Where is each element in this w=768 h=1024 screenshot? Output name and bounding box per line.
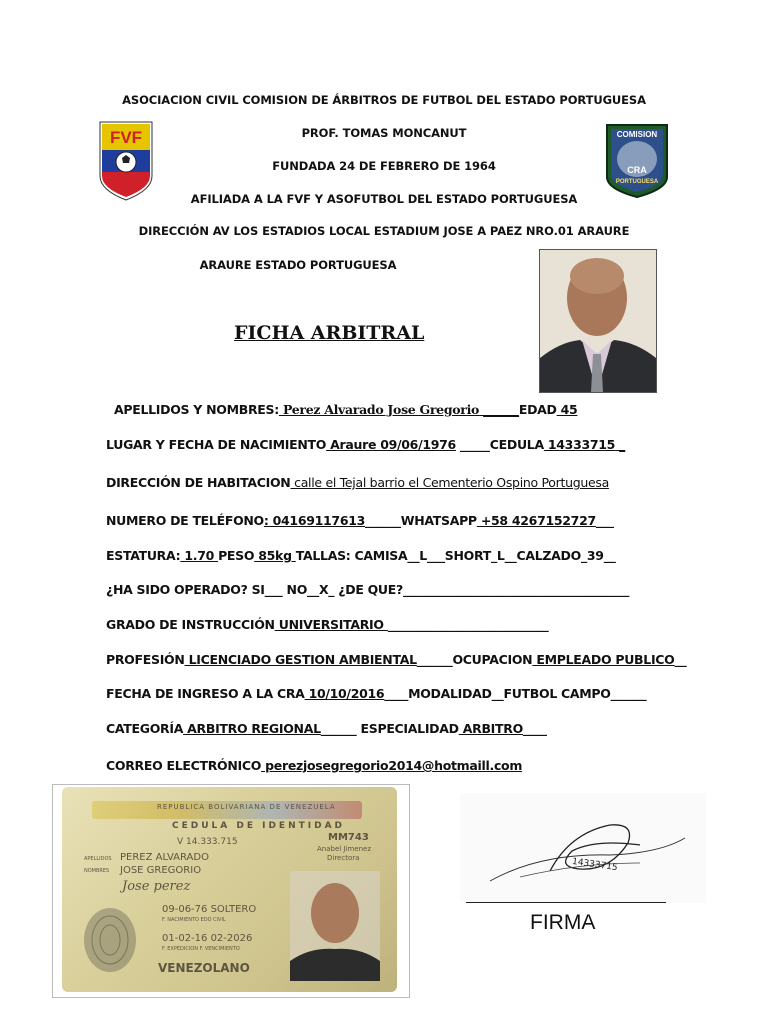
profesion-value: LICENCIADO GESTION AMBIENTAL: [184, 652, 417, 667]
comision-arbitros-logo: [605, 123, 669, 199]
nombres-value: Perez Alvarado Jose Gregorio: [278, 402, 480, 417]
cedula-card: [62, 787, 397, 992]
telefono-pad: ______: [365, 513, 401, 528]
cedula-value: 14333715: [543, 437, 616, 452]
nombres-label: APELLIDOS Y NOMBRES:: [114, 402, 279, 417]
estatura-value: 1.70: [180, 548, 219, 563]
operado-question: ¿HA SIDO OPERADO? SI: [106, 582, 265, 597]
ingreso-pad: ____: [384, 686, 409, 701]
short-label: SHORT: [444, 548, 491, 563]
portuguesa-logo-text: PORTUGUESA: [615, 179, 659, 185]
card-header: REPUBLICA BOLIVARIANA DE VENEZUELA: [157, 803, 336, 811]
card-apellidos-label: APELLIDOS: [84, 856, 112, 862]
ingreso-row: [106, 686, 646, 701]
correo-value: perezjosegregorio2014@hotmaill.com: [261, 758, 523, 773]
grado-label: GRADO DE INSTRUCCIÓN: [106, 617, 275, 632]
nombres-row: [114, 402, 577, 417]
lugar-value: Araure 09/06/1976: [326, 437, 456, 452]
modalidad-label: MODALIDAD: [408, 686, 492, 701]
signature-image: [460, 793, 706, 903]
direccion-label: DIRECCIÓN DE HABITACION: [106, 475, 291, 490]
peso-value: 85kg: [254, 548, 296, 563]
whatsapp-pad: ___: [595, 513, 614, 528]
card-signature: Jose perez: [122, 879, 191, 894]
direccion-row: [106, 475, 609, 490]
lugar-pad: _____: [455, 437, 490, 452]
card-dates: 01-02-16 02-2026: [162, 933, 253, 944]
cedula-card-photo: [52, 784, 410, 998]
calzado-value: _39__: [580, 548, 616, 563]
operado-que: ¿DE QUE?: [334, 582, 403, 597]
ocupacion-pad: __: [674, 652, 687, 667]
correo-row: [106, 758, 522, 773]
operado-si: ___: [264, 582, 283, 597]
ocupacion-label: OCUPACION: [452, 652, 533, 667]
grado-row: [106, 617, 548, 632]
telefono-label: NUMERO DE TELÉFONO: [106, 513, 264, 528]
card-portrait: [290, 871, 380, 981]
whatsapp-label: WHATSAPP: [400, 513, 477, 528]
operado-row: [106, 582, 629, 597]
edad-label: EDAD: [518, 402, 557, 417]
cedula-pad: _: [615, 437, 626, 452]
short-value: _L__: [490, 548, 517, 563]
ocupacion-value: EMPLEADO PUBLICO: [532, 652, 675, 667]
card-number: V 14.333.715: [177, 837, 238, 847]
referee-photo: [539, 249, 657, 393]
card-band-text: CEDULA DE IDENTIDAD: [172, 821, 346, 831]
card-birth-caption: F. NACIMIENTO EDO CIVIL: [162, 917, 226, 923]
header-line-5: DIRECCIÓN AV LOS ESTADIOS LOCAL ESTADIUM JOSE A PAEZ NRO.01 ARAURE: [138, 224, 630, 238]
card-apellidos: PEREZ ALVARADO: [120, 852, 209, 863]
cedula-label: CEDULA: [489, 437, 544, 452]
ingreso-value: 10/10/2016: [304, 686, 385, 701]
categoria-row: [106, 721, 547, 736]
operado-no-label: NO: [282, 582, 308, 597]
ingreso-label: FECHA DE INGRESO A LA CRA: [106, 686, 305, 701]
lugar-label: LUGAR Y FECHA DE NACIMIENTO: [106, 437, 327, 452]
especialidad-label: ESPECIALIDAD: [356, 721, 459, 736]
cra-logo-text: CRA: [627, 165, 647, 175]
signature-digits: 14333715: [571, 856, 619, 874]
card-nombres-label: NOMBRES: [84, 868, 110, 874]
grado-value: UNIVERSITARIO: [274, 617, 388, 632]
fingerprint-icon: [80, 905, 140, 975]
especialidad-pad: ____: [522, 721, 547, 736]
fvf-logo-text: FVF: [109, 128, 143, 147]
signature-line: [466, 902, 666, 903]
categoria-label: CATEGORÍA: [106, 721, 184, 736]
nombres-pad: ______: [479, 402, 519, 417]
operado-line: ______________________________________: [402, 582, 630, 597]
correo-label: CORREO ELECTRÓNICO: [106, 758, 262, 773]
nacimiento-row: [106, 437, 625, 452]
header-line-6: ARAURE ESTADO PORTUGUESA: [199, 258, 397, 272]
card-nombres: JOSE GREGORIO: [120, 865, 202, 876]
peso-label: PESO: [218, 548, 255, 563]
fvf-logo: [98, 120, 154, 202]
comision-logo-text: COMISION: [616, 130, 658, 139]
calzado-label: CALZADO: [516, 548, 581, 563]
form-title: FICHA ARBITRAL: [234, 322, 425, 344]
card-director-name: Anabel Jimenez: [317, 845, 371, 853]
card-director-title: Directora: [327, 854, 360, 862]
profesion-pad: ______: [416, 652, 453, 667]
especialidad-value: ARBITRO: [458, 721, 523, 736]
header-line-2: PROF. TOMAS MONCANUT: [301, 126, 467, 140]
estatura-label: ESTATURA:: [106, 548, 181, 563]
medidas-row: [106, 548, 616, 563]
profesion-label: PROFESIÓN: [106, 652, 185, 667]
direccion-value: calle el Tejal barrio el Cementerio Ospino Portuguesa: [290, 475, 609, 490]
header-line-4: AFILIADA A LA FVF Y ASOFUTBOL DEL ESTADO PORTUGUESA: [190, 192, 578, 206]
card-dates-caption: F. EXPEDICION F. VENCIMIENTO: [162, 946, 240, 952]
camisa-value: __L___: [407, 548, 445, 563]
profesion-row: [106, 652, 686, 667]
categoria-value: ARBITRO REGIONAL: [183, 721, 321, 736]
categoria-pad: ______: [320, 721, 357, 736]
modalidad-value: __FUTBOL CAMPO______: [491, 686, 647, 701]
header-line-3: FUNDADA 24 DE FEBRERO DE 1964: [272, 159, 496, 173]
header-line-1: ASOCIACION CIVIL COMISION DE ÁRBITROS DE FUTBOL DEL ESTADO PORTUGUESA: [122, 93, 646, 107]
edad-value: 45: [556, 402, 578, 417]
operado-no: __X_: [307, 582, 335, 597]
grado-line: ___________________________: [387, 617, 549, 632]
card-nationality: VENEZOLANO: [158, 961, 250, 975]
whatsapp-value: +58 4267152727: [476, 513, 596, 528]
firma-label: FIRMA: [530, 911, 596, 934]
tallas-label: TALLAS: CAMISA: [295, 548, 408, 563]
card-code: MM743: [328, 832, 369, 843]
card-birth-civil: 09-06-76 SOLTERO: [162, 904, 257, 915]
telefono-value: : 04169117613: [263, 513, 366, 528]
telefono-row: [106, 513, 614, 528]
